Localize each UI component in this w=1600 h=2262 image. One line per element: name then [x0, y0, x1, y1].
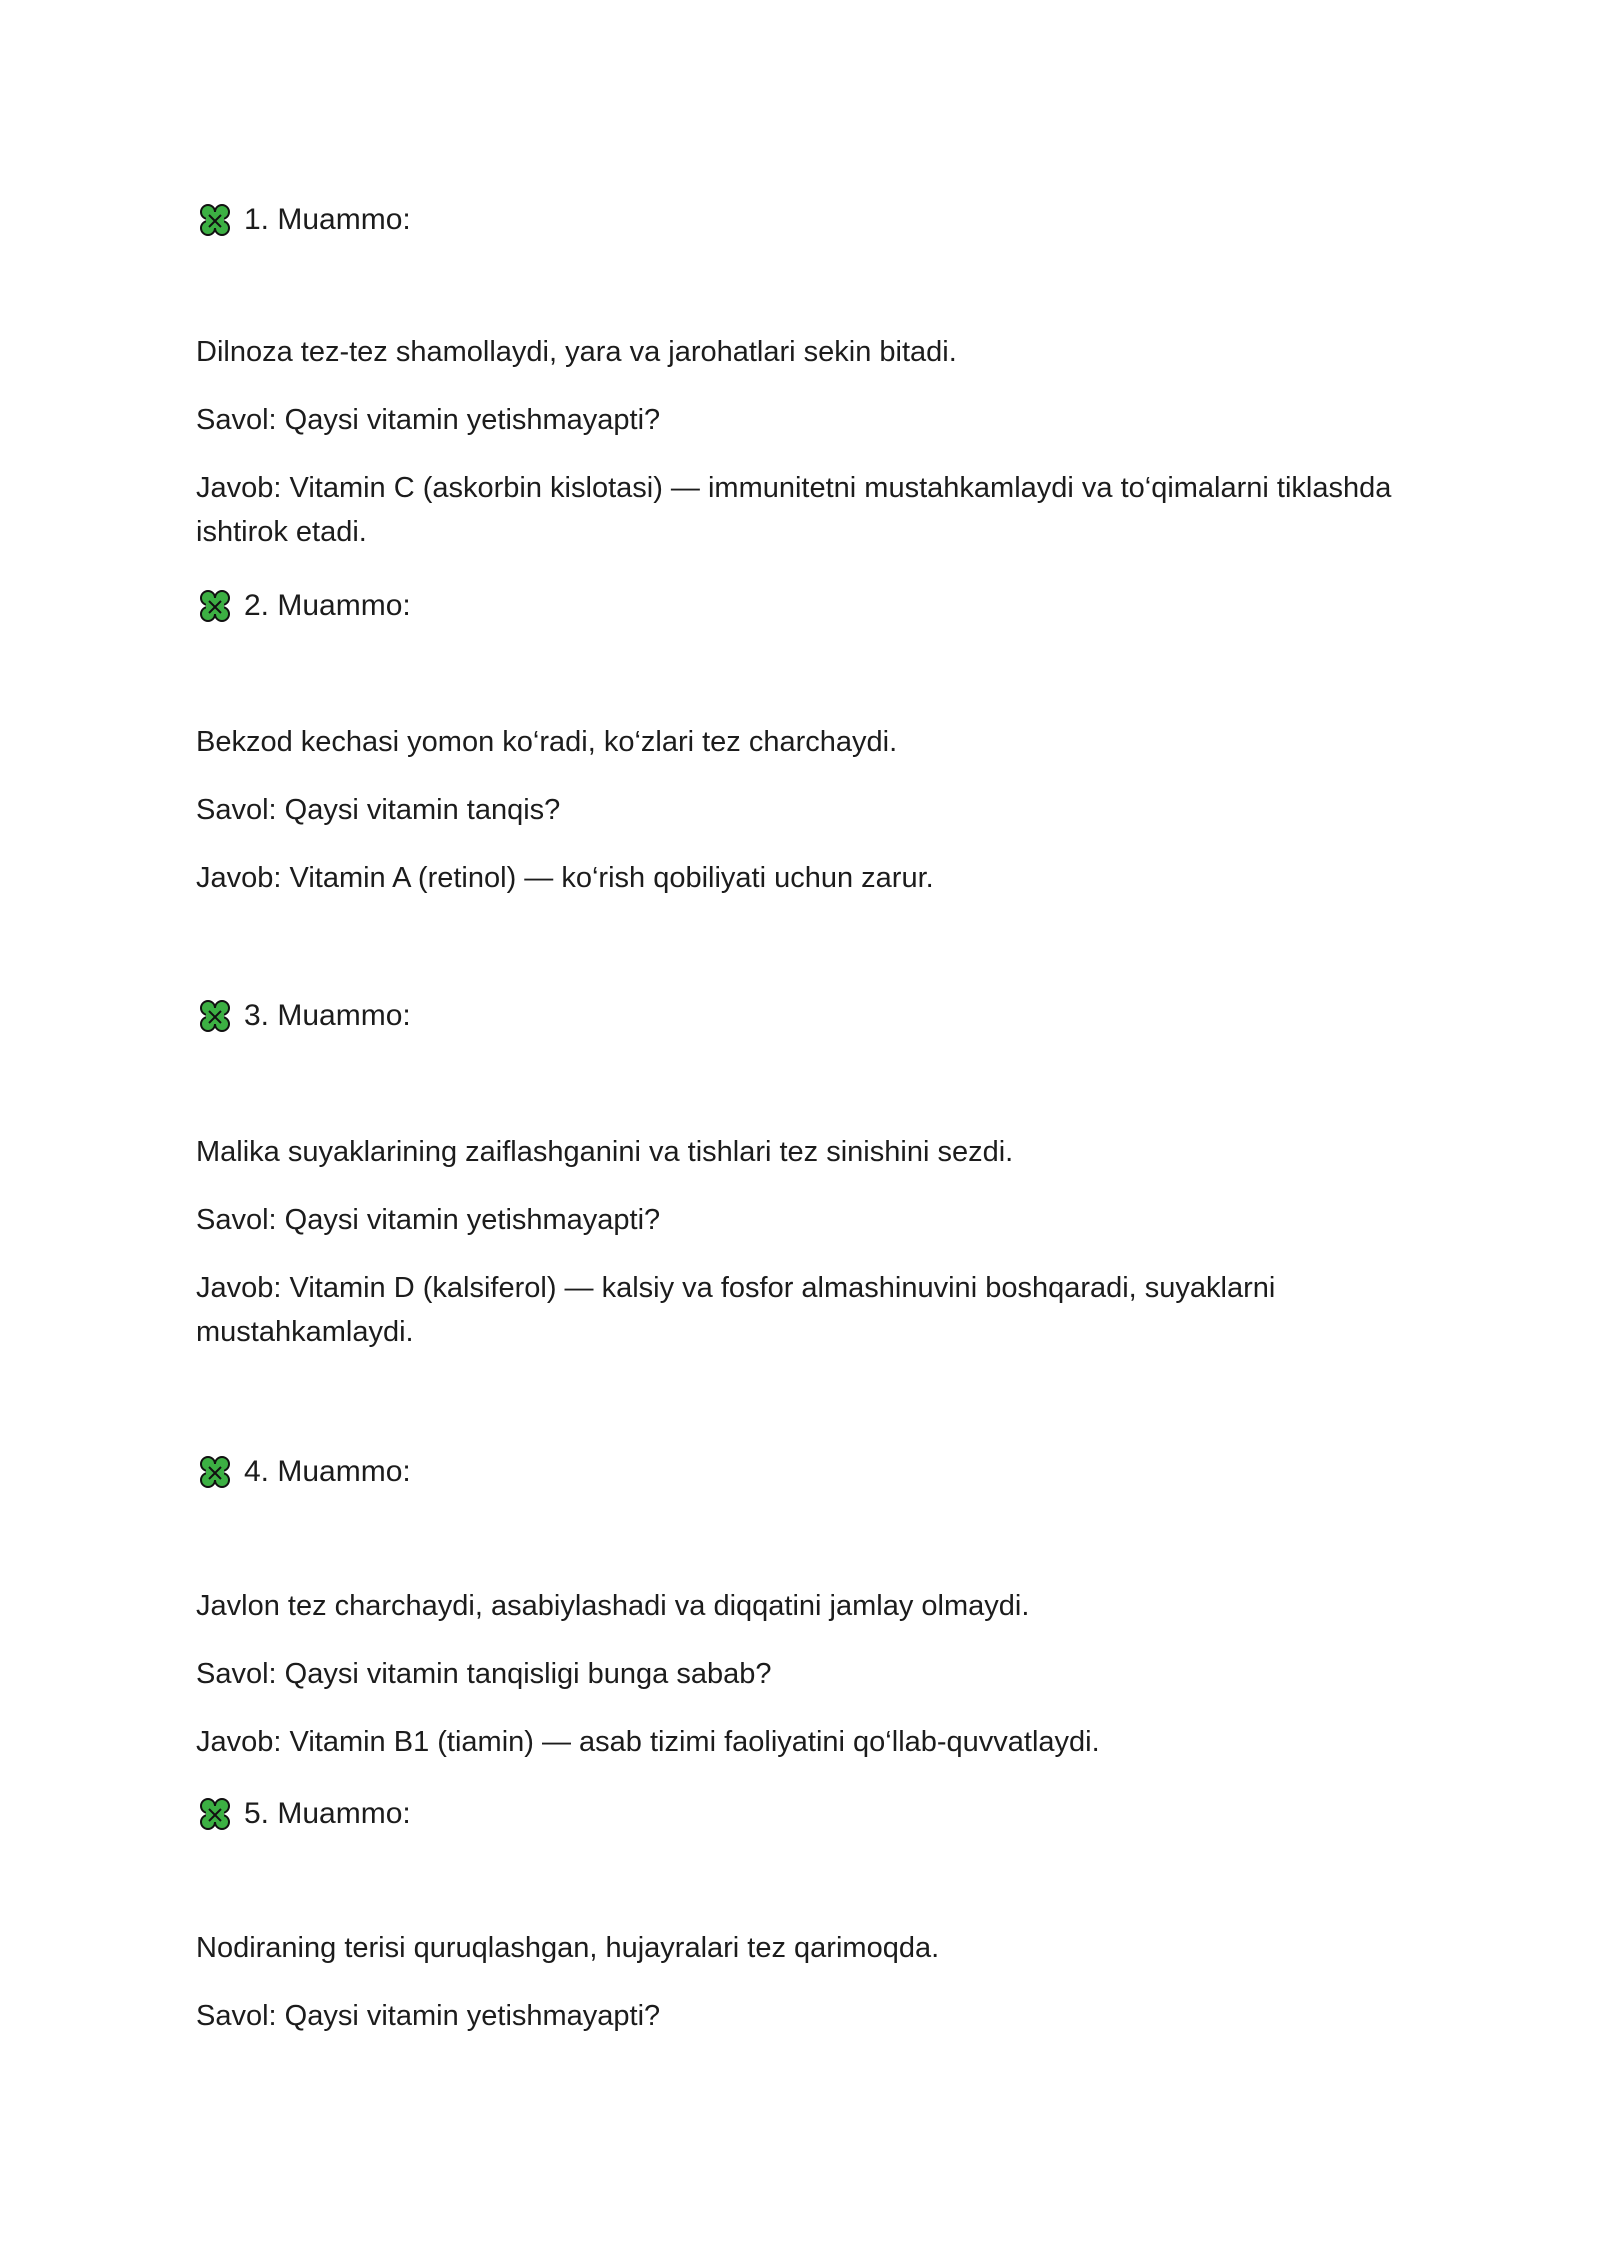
clover-icon — [196, 997, 234, 1035]
problem-4-question: Savol: Qaysi vitamin tanqisligi bunga sabab? — [196, 1658, 772, 1690]
problem-1-question: Savol: Qaysi vitamin yetishmayapti? — [196, 404, 661, 436]
problem-5-story: Nodiraning terisi quruqlashgan, hujayralari tez qarimoqda. — [196, 1932, 940, 1964]
problem-5-heading — [196, 1792, 411, 1836]
clover-icon — [196, 1453, 234, 1491]
problem-2-heading — [196, 584, 411, 628]
clover-icon — [196, 1795, 234, 1833]
clover-icon — [196, 201, 234, 239]
problem-1-answer: Javob: Vitamin C (askorbin kislotasi) — immunitetni mustahkamlaydi va to‘qimalarni tiklashda ishtirok etadi. — [196, 472, 1392, 548]
problem-1-story: Dilnoza tez-tez shamollaydi, yara va jarohatlari sekin bitadi. — [196, 336, 957, 368]
problem-5-question: Savol: Qaysi vitamin yetishmayapti? — [196, 2000, 661, 2032]
problem-1-heading — [196, 198, 411, 242]
problem-5-title: 5. Muammo: — [244, 1797, 411, 1830]
problem-3-title: 3. Muammo: — [244, 999, 411, 1032]
problem-3-question: Savol: Qaysi vitamin yetishmayapti? — [196, 1204, 661, 1236]
problem-4-answer: Javob: Vitamin B1 (tiamin) — asab tizimi faoliyatini qo‘llab-quvvatlaydi. — [196, 1726, 1100, 1758]
problem-2-question: Savol: Qaysi vitamin tanqis? — [196, 794, 561, 826]
problem-4-story: Javlon tez charchaydi, asabiylashadi va diqqatini jamlay olmaydi. — [196, 1590, 1030, 1622]
problem-1-title: 1. Muammo: — [244, 203, 411, 236]
problem-3-heading — [196, 994, 411, 1038]
problem-4-heading — [196, 1450, 411, 1494]
problem-3-answer: Javob: Vitamin D (kalsiferol) — kalsiy va fosfor almashinuvini boshqaradi, suyaklarni mustahkamlaydi. — [196, 1272, 1276, 1348]
clover-icon — [196, 587, 234, 625]
problem-2-story: Bekzod kechasi yomon ko‘radi, ko‘zlari tez charchaydi. — [196, 726, 898, 758]
problem-2-title: 2. Muammo: — [244, 589, 411, 622]
problem-3-story: Malika suyaklarining zaiflashganini va tishlari tez sinishini sezdi. — [196, 1136, 1014, 1168]
problem-4-title: 4. Muammo: — [244, 1455, 411, 1488]
problem-2-answer: Javob: Vitamin A (retinol) — ko‘rish qobiliyati uchun zarur. — [196, 862, 934, 894]
